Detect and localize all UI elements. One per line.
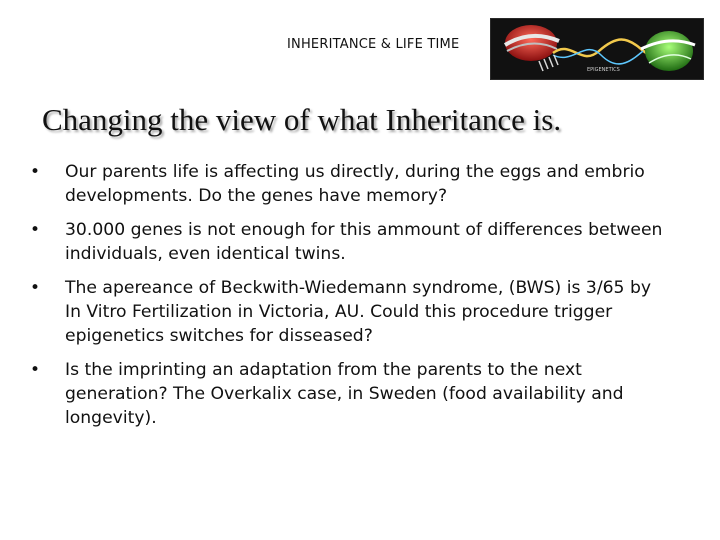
bullet-text: Our parents life is affecting us directly, during the eggs and embrio developments. Do the genes have memory? [65,162,645,206]
bullet-text: 30.000 genes is not enough for this ammount of differences between individuals, even identical twins. [65,220,663,264]
dna-helix-logo-icon [490,18,704,80]
svg-text:EPIGENETICS: EPIGENETICS [587,67,620,73]
bullet-icon: • [30,360,41,380]
bullet-icon: • [30,162,41,182]
bullet-item [30,218,670,266]
slide-title: Changing the view of what Inheritance is. [42,102,562,137]
bullet-icon: • [30,220,41,240]
bullet-list [30,160,670,440]
header-title: INHERITANCE & LIFE TIME [287,37,460,52]
bullet-icon: • [30,278,41,298]
bullet-text: The apereance of Beckwith-Wiedemann syndrome, (BWS) is 3/65 by In Vitro Fertilization in Victoria, AU. Could this procedure trigger epigenetics switches for disseased? [65,278,652,346]
bullet-item [30,276,670,348]
bullet-item [30,160,670,208]
bullet-item [30,358,670,430]
bullet-text: Is the imprinting an adaptation from the parents to the next generation? The Overkalix case, in Sweden (food availability and longevity). [65,360,624,428]
